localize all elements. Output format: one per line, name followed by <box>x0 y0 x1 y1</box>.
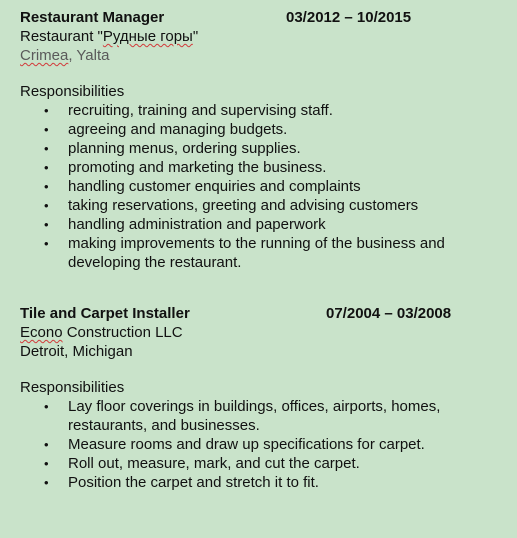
list-item: • taking reservations, greeting and advising customers <box>44 197 419 214</box>
list-item: • Position the carpet and stretch it to fit. <box>44 474 319 491</box>
list-item: • Lay floor coverings in buildings, offices, airports, homes, restaurants, and businesses. <box>44 398 441 434</box>
job-restaurant-manager <box>20 8 500 272</box>
job-dates: 07/2004 – 03/2008 <box>326 305 452 322</box>
responsibilities-list <box>20 397 500 492</box>
company-name-russian: Рудные горы <box>102 28 193 45</box>
list-item: • Measure rooms and draw up specifications for carpet. <box>44 436 425 453</box>
list-item: • promoting and marketing the business. <box>44 159 327 176</box>
job-header <box>20 304 500 323</box>
job-location: Crimea, Yalta <box>20 47 110 64</box>
job-tile-carpet-installer <box>20 304 500 492</box>
list-item: • making improvements to the running of the business and developing the restaurant. <box>44 235 445 271</box>
list-item: • recruiting, training and supervising staff. <box>44 102 333 119</box>
job-title: Restaurant Manager <box>20 9 165 26</box>
company-name: Econo Construction LLC <box>20 324 183 341</box>
location-city: Crimea <box>20 47 69 64</box>
responsibilities-list <box>20 101 500 272</box>
responsibilities-heading: Responsibilities <box>20 379 125 396</box>
company-name-first: Econo <box>20 324 63 341</box>
job-header <box>20 8 500 27</box>
list-item: • planning menus, ordering supplies. <box>44 140 301 157</box>
job-title: Tile and Carpet Installer <box>20 305 190 322</box>
company-name: Restaurant "Рудные горы" <box>20 28 199 45</box>
job-location: Detroit, Michigan <box>20 343 133 360</box>
list-item: • agreeing and managing budgets. <box>44 121 288 138</box>
job-dates: 03/2012 – 10/2015 <box>286 9 412 26</box>
list-item: • handling customer enquiries and complaints <box>44 178 361 195</box>
list-item: • handling administration and paperwork <box>44 216 326 233</box>
list-item: • Roll out, measure, mark, and cut the carpet. <box>44 455 360 472</box>
responsibilities-heading: Responsibilities <box>20 83 125 100</box>
